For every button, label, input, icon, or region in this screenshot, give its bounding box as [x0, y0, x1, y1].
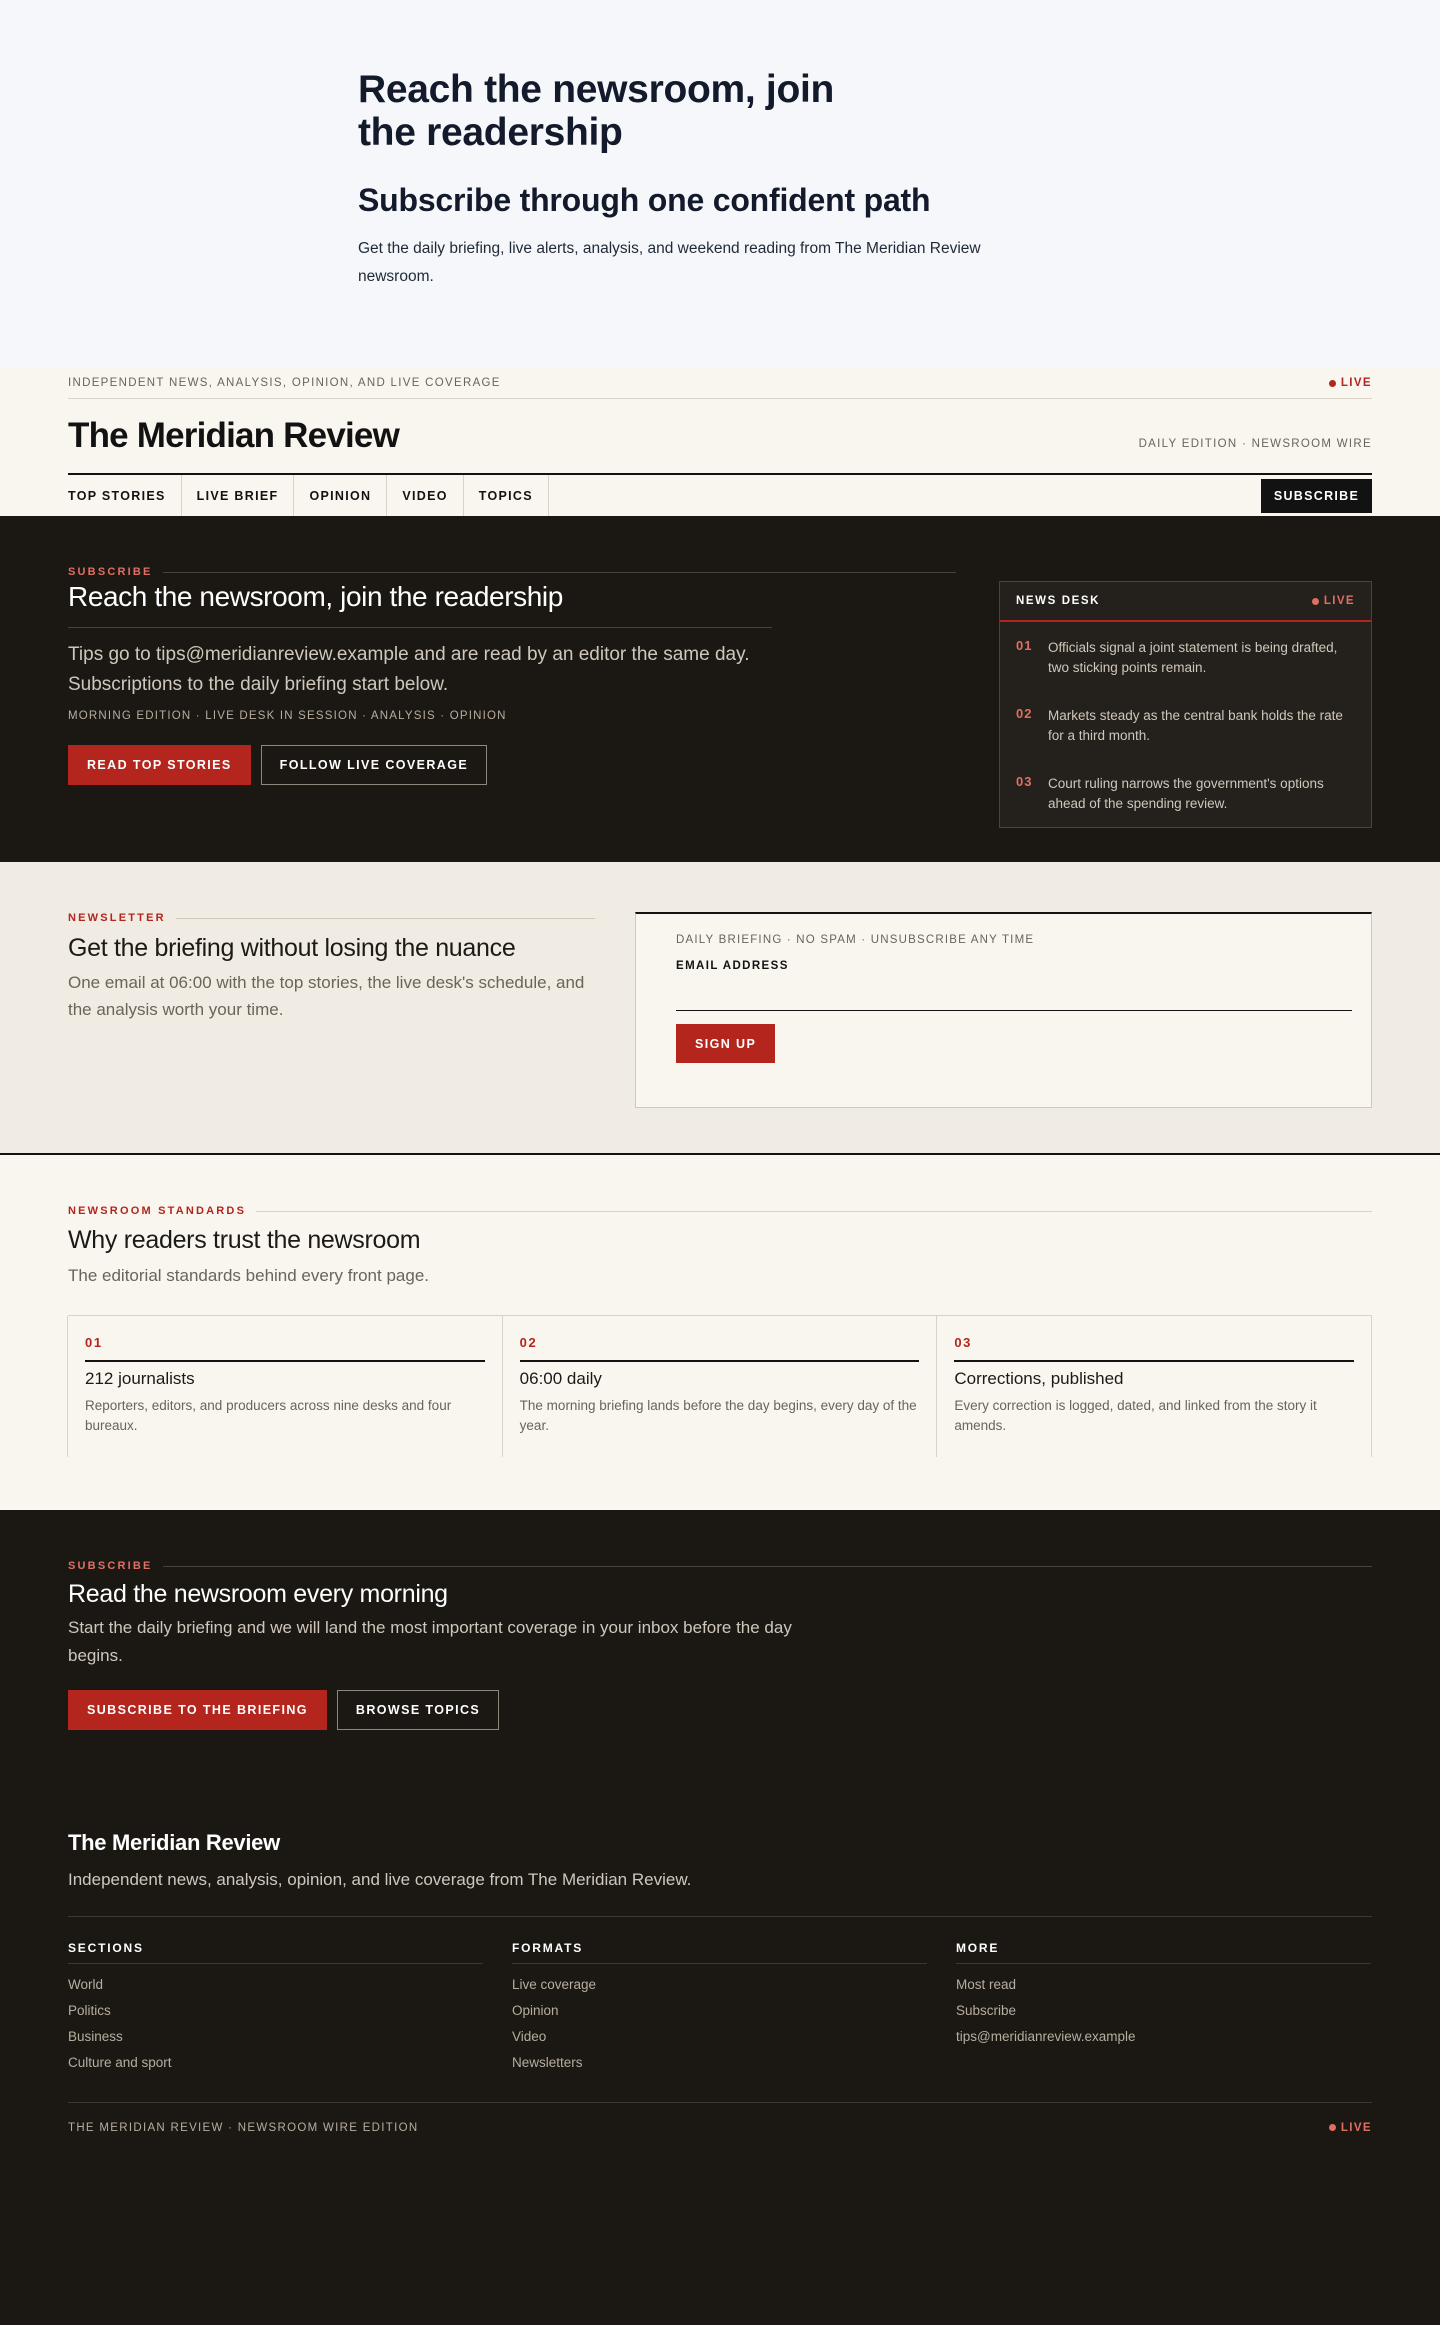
footer-link-newsletters[interactable]: Newsletters — [512, 2055, 583, 2070]
news-desk-item-text: Court ruling narrows the government's options ahead of the spending review. — [1048, 776, 1324, 811]
edition-label: DAILY EDITION · NEWSROOM WIRE — [1138, 438, 1372, 450]
news-desk-header — [1000, 582, 1371, 622]
nav-video[interactable]: VIDEO — [387, 475, 463, 516]
footer-column-more — [956, 1941, 1371, 2070]
standards-eyebrow-label: NEWSROOM STANDARDS — [68, 1205, 247, 1217]
standards-title: Why readers trust the newsroom — [68, 1226, 421, 1254]
live-dot-icon — [1312, 598, 1319, 605]
follow-live-coverage-button[interactable]: FOLLOW LIVE COVERAGE — [261, 745, 487, 785]
footer-copyright: THE MERIDIAN REVIEW · NEWSROOM WIRE EDITION — [68, 2121, 419, 2134]
footer-column-heading: FORMATS — [512, 1941, 927, 1964]
news-desk-item-text: Officials signal a joint statement is being drafted, two sticking points remain. — [1048, 640, 1338, 675]
standards-eyebrow — [68, 1205, 1372, 1217]
nav-topics[interactable]: TOPICS — [464, 475, 549, 516]
standards-card — [502, 1316, 938, 1457]
newsletter-eyebrow-label: NEWSLETTER — [68, 912, 166, 924]
email-label: EMAIL ADDRESS — [676, 960, 789, 972]
news-desk-item[interactable] — [1000, 706, 1371, 758]
standards-lead: The editorial standards behind every front page. — [68, 1266, 430, 1285]
news-desk-item-text: Markets steady as the central bank holds the rate for a third month. — [1048, 708, 1343, 743]
masthead-topline — [68, 368, 1372, 399]
footer-link-video[interactable]: Video — [512, 2029, 547, 2044]
live-label: LIVE — [1340, 377, 1372, 389]
newsletter-lead: One email at 06:00 with the top stories, the live desk's schedule, and the analysis worth your time. — [68, 973, 585, 1019]
cta-eyebrow — [68, 1560, 1372, 1572]
footer-column-sections — [68, 1941, 483, 2070]
brand-row — [68, 399, 1372, 475]
newsletter-section — [0, 862, 1440, 1155]
sign-up-button[interactable]: SIGN UP — [676, 1024, 775, 1063]
footer-column-heading: MORE — [956, 1941, 1371, 1964]
hero-lead: Tips go to tips@meridianreview.example and are read by an editor the same day. Subscriptions to the daily briefing start below. — [68, 644, 750, 695]
card-number: 03 — [954, 1335, 1354, 1362]
live-dot-icon — [1329, 2124, 1336, 2131]
form-kicker: DAILY BRIEFING · NO SPAM · UNSUBSCRIBE ANY TIME — [676, 934, 1035, 946]
nav-top-stories[interactable]: TOP STORIES — [68, 475, 182, 516]
footer-brand[interactable]: The Meridian Review — [68, 1830, 280, 1855]
live-indicator[interactable] — [1329, 377, 1372, 389]
brand-logo[interactable]: The Meridian Review — [68, 416, 400, 455]
intro-description: Get the daily briefing, live alerts, analysis, and weekend reading from The Meridian Review newsroom. — [358, 240, 981, 285]
live-dot-icon — [1329, 380, 1336, 387]
footer-live[interactable] — [1329, 2122, 1372, 2134]
footer-link-subscribe[interactable]: Subscribe — [956, 2003, 1017, 2018]
news-desk-item[interactable] — [1000, 774, 1371, 826]
footer-bottom — [68, 2102, 1372, 2152]
footer-link-culture[interactable]: Culture and sport — [68, 2055, 172, 2070]
intro-section — [0, 0, 1440, 368]
footer-link-politics[interactable]: Politics — [68, 2003, 111, 2018]
news-desk-item-number: 01 — [1016, 638, 1033, 653]
eyebrow-rule — [176, 918, 595, 919]
news-desk-live-label: LIVE — [1323, 595, 1355, 607]
cta-title: Read the newsroom every morning — [68, 1580, 448, 1608]
footer-column-formats — [512, 1941, 927, 2070]
standards-card — [67, 1316, 503, 1457]
standards-cards — [68, 1315, 1372, 1457]
nav-live-brief[interactable]: LIVE BRIEF — [182, 475, 295, 516]
card-number: 02 — [520, 1335, 920, 1362]
intro-heading: Reach the newsroom, join the readership — [358, 68, 835, 154]
news-desk-item[interactable] — [1000, 638, 1371, 690]
hero-eyebrow — [68, 566, 956, 578]
footer-tagline: Independent news, analysis, opinion, and live coverage from The Meridian Review. — [68, 1870, 1372, 1917]
footer-column-heading: SECTIONS — [68, 1941, 483, 1964]
card-text: The morning briefing lands before the day begins, every day of the year. — [519, 1398, 917, 1433]
hero-title: Reach the newsroom, join the readership — [68, 581, 772, 628]
card-text: Every correction is logged, dated, and linked from the story it amends. — [954, 1398, 1317, 1433]
eyebrow-rule — [256, 1211, 1372, 1212]
nav-opinion[interactable]: OPINION — [294, 475, 387, 516]
newsletter-eyebrow — [68, 912, 595, 924]
email-field[interactable] — [676, 972, 1352, 1011]
news-desk-title: NEWS DESK — [1016, 595, 1101, 607]
eyebrow-rule — [163, 1566, 1372, 1567]
main-nav — [68, 475, 1372, 516]
footer-link-world[interactable]: World — [68, 1977, 104, 1992]
card-number: 01 — [85, 1335, 485, 1362]
card-title: Corrections, published — [954, 1369, 1124, 1388]
news-desk-panel — [999, 581, 1372, 828]
eyebrow-rule — [163, 572, 956, 573]
footer — [0, 1820, 1440, 2325]
footer-columns — [68, 1941, 1372, 2070]
cta-lead: Start the daily briefing and we will land the most important coverage in your inbox before the day begins. — [68, 1618, 792, 1665]
intro-subheading: Subscribe through one confident path — [358, 182, 931, 218]
newsletter-title: Get the briefing without losing the nuance — [68, 934, 516, 962]
standards-card — [936, 1316, 1372, 1457]
footer-link-live-coverage[interactable]: Live coverage — [512, 1977, 597, 1992]
masthead — [0, 368, 1440, 516]
footer-live-label: LIVE — [1340, 2121, 1372, 2134]
read-top-stories-button[interactable]: READ TOP STORIES — [68, 745, 251, 785]
news-desk-item-number: 03 — [1016, 774, 1033, 789]
hero-eyebrow-label: SUBSCRIBE — [68, 566, 153, 578]
standards-section — [0, 1155, 1440, 1510]
subscribe-briefing-button[interactable]: SUBSCRIBE TO THE BRIEFING — [68, 1690, 327, 1730]
card-title: 212 journalists — [85, 1369, 195, 1388]
footer-link-opinion[interactable]: Opinion — [512, 2003, 559, 2018]
footer-link-business[interactable]: Business — [68, 2029, 123, 2044]
hero-section — [0, 516, 1440, 862]
hero-meta: MORNING EDITION · LIVE DESK IN SESSION · ANALYSIS · OPINION — [68, 710, 507, 722]
subscribe-button[interactable]: SUBSCRIBE — [1261, 479, 1372, 513]
newsletter-form — [635, 912, 1372, 1108]
browse-topics-button[interactable]: BROWSE TOPICS — [337, 1690, 499, 1730]
masthead-kicker: INDEPENDENT NEWS, ANALYSIS, OPINION, AND LIVE COVERAGE — [68, 377, 501, 389]
card-title: 06:00 daily — [519, 1369, 602, 1388]
footer-link-most-read[interactable]: Most read — [956, 1977, 1017, 1992]
news-desk-item-number: 02 — [1016, 706, 1033, 721]
cta-eyebrow-label: SUBSCRIBE — [68, 1560, 153, 1572]
news-desk-live — [1312, 595, 1355, 607]
cta-section — [0, 1510, 1440, 1820]
footer-link-tips-email[interactable]: tips@meridianreview.example — [956, 2029, 1136, 2044]
card-text: Reporters, editors, and producers across nine desks and four bureaux. — [85, 1398, 452, 1433]
